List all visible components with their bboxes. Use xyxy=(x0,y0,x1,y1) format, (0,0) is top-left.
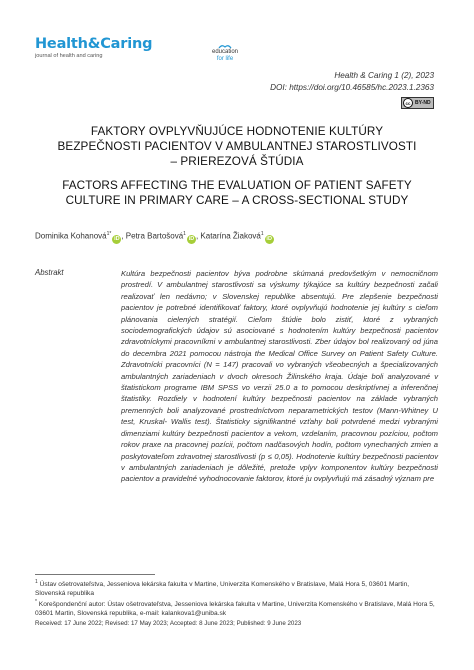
author-name: Katarína Žiaková xyxy=(200,231,261,241)
education-for-life-logo xyxy=(212,42,238,63)
book-icon xyxy=(218,42,232,49)
footnote-divider xyxy=(35,574,155,575)
title-slovak xyxy=(36,124,438,169)
cc-license-badge[interactable] xyxy=(401,97,434,109)
footnote-text: Ústav ošetrovateľstva, Jesseniova lekárska fakulta v Martine, Univerzita Komenského v Bratislave, Malá Hora 5, 03601 Martin, Slovenská republika xyxy=(35,581,410,597)
journal-logo xyxy=(35,36,152,60)
orcid-icon[interactable]: iD xyxy=(266,235,272,242)
author-name: Dominika Kohanová xyxy=(35,231,107,241)
author-name: Petra Bartošová xyxy=(125,231,184,241)
title-sk-line3: – PRIEREZOVÁ ŠTÚDIA xyxy=(170,155,304,168)
author-list: Dominika Kohanová$^{1*}$iD , Petra Bartošová$^1$iD , Katarína Žiaková$^1$iD xyxy=(35,231,272,242)
citation: Health & Caring 1 (2), 2023 xyxy=(334,71,434,80)
cc-icon: cc xyxy=(403,98,413,108)
license-label: BY-ND xyxy=(415,100,431,106)
doi-link[interactable]: DOI: https://doi.org/10.46585/hc.2023.1.2363 xyxy=(270,83,434,92)
footnote-mark: 1 xyxy=(35,579,38,585)
article-meta xyxy=(270,70,434,94)
journal-logo-text: Health&Caring xyxy=(35,36,153,52)
title-en-line2: CULTURE IN PRIMARY CARE – A CROSS-SECTIONAL STUDY xyxy=(65,194,409,207)
orcid-icon[interactable]: iD xyxy=(188,235,195,242)
title-sk-line2: BEZPEČNOSTI PACIENTOV V AMBULANTNEJ STAROSTLIVOSTI xyxy=(57,140,417,153)
title-english xyxy=(36,178,438,208)
author-affiliation: 1 xyxy=(260,231,264,237)
author-affiliation: 1 xyxy=(183,231,186,237)
orcid-icon[interactable]: iD xyxy=(114,235,120,242)
footnote-affiliation xyxy=(35,578,439,598)
footnote-mark: * xyxy=(35,599,37,605)
received-dates: Received: 17 June 2022; Revised: 17 May 2023; Accepted: 8 June 2023; Published: 9 June 2023 xyxy=(35,620,302,627)
title-sk-line1: FAKTORY OVPLYVŇUJÚCE HODNOTENIE KULTÚRY xyxy=(90,125,384,138)
abstract-label: Abstrakt xyxy=(35,268,64,277)
edu-line1: education xyxy=(212,49,239,55)
footnote-corresponding xyxy=(35,598,439,618)
abstract-body xyxy=(121,268,438,485)
edu-line2: for life xyxy=(216,56,234,62)
author-affiliation: 1* xyxy=(106,231,112,237)
title-en-line1: FACTORS AFFECTING THE EVALUATION OF PATIENT SAFETY xyxy=(62,179,412,192)
footnote-text: Korešpondenční autor: Ústav ošetrovateľstva, Jesseniova lekárska fakulta v Martine, Univerzita Komenského v Bratislave, Malá Hora 5, 03601 Martin, Slovenská republika, e-mail: kalankova1@uniba.sk xyxy=(35,601,435,617)
abstract-text: Kultúra bezpečnosti pacientov býva podrobne skúmaná predovšetkým v nemocničnom prostredí. V ambulantnej starostlivosti sa výskumy týkajúce sa kultúry bezpečnosti začali realizovať len nedávno; v Slovenskej republike absentujú. Pre zlepšenie bezpečnosti pacientov je potrebné identifikovať faktory, ktoré ovplyvňujú hodnotenie jej kultúry s cieľom plánovania cielených stratégií. Cieľom štúdie bolo zistiť, ktoré z vybraných sociodemografických údajov sú asociované s hodnotením kultúry bezpečnosti pacientov zdravotníckymi pracovníkmi v ambulantnej starostlivosti. Zber údajov bol realizovaný od júna do decembra 2021 pomocou nástroja the Medical Office Survey on Patient Safety Culture. Zdravotnícki pracovníci (N = 147) pracovali vo vybraných všeobecných a špecializovaných ambulantných zariadeniach v dvoch okresoch Žilinského kraja. Údaje boli analyzované v štatistickom programe IBM SPSS vo verzii 25.0 a to pomocou deskriptívnej a inferenčnej štatistiky. Rozdiely v hodnotení kultúry bezpečnosti pacientov na základe vybraných premenných boli analyzované prostredníctvom neparametrických testov (Mann-Whitney U test, Kruskal- Wallis test). Štatisticky signifikantné vzťahy boli potvrdené medzi vybranými dimenziami kultúry bezpečnosti pacientov a vekom, vzdelaním, pracovnou pozíciou, počtom rokov praxe na pracovnej pozícii, počtom nadčasových hodín, počtom vynechaných zmien a poskytovateľom zdravotnej starostlivosti (p ≤ 0,05). Hodnotenie kultúry bezpečnosti pacientov v ambulantných zariadeniach je dôležité, pretože vplyv komponentov kultúry bezpečnosti pacientov a pravidelné vyhodnocovanie faktorov, ktoré ju ovplyvňujú má zásadný význam pre xyxy=(121,269,438,484)
journal-subtitle: journal of health and caring xyxy=(35,53,103,59)
